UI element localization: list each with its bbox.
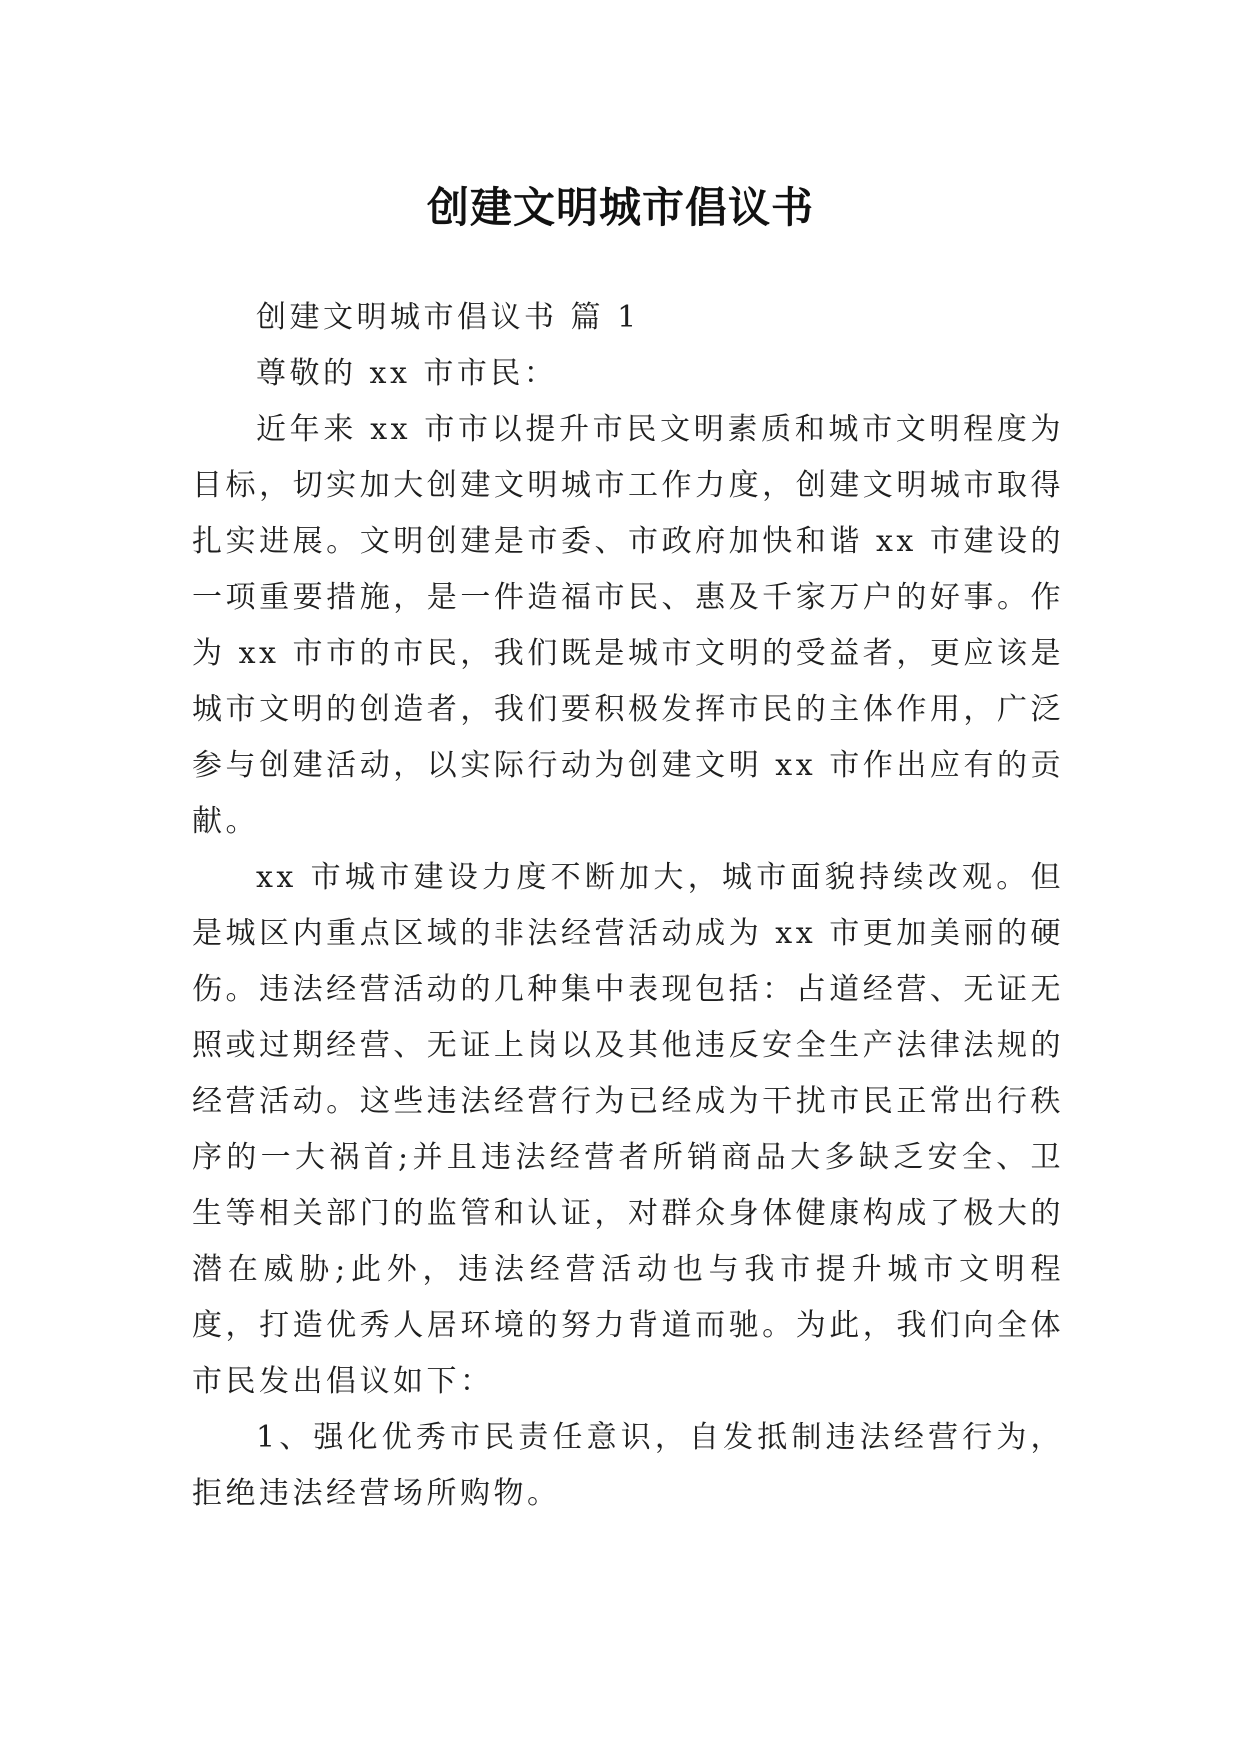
document-title: 创建文明城市倡议书 <box>426 183 814 233</box>
paragraph-problem: xx 市城市建设力度不断加大，城市面貌持续改观。但是城区内重点区域的非法经营活动成为 xx 市更加美丽的硬伤。违法经营活动的几种集中表现包括：占道经营、无证无照或过期经营、无证上岗以及其他违反安全生产法律法规的经营活动。这些违法经营行为已经成为干扰市民正常出行秩序的一大祸首;并且违法经营者所销商品大多缺乏安全、卫生等相关部门的监管和认证，对群众身体健康构成了极大的潜在威胁;此外，违法经营活动也与我市提升城市文明程度，打造优秀人居环境的努力背道而驰。为此，我们向全体市民发出倡议如下： <box>192 860 1064 1399</box>
paragraph-proposal-1: 1、强化优秀市民责任意识，自发抵制违法经营行为，拒绝违法经营场所购物。 <box>192 1420 1064 1511</box>
paragraph-intro: 近年来 xx 市市以提升市民文明素质和城市文明程度为目标，切实加大创建文明城市工作力度，创建文明城市取得扎实进展。文明创建是市委、市政府加快和谐 xx 市建设的一项重要措施，是一件造福市民、惠及千家万户的好事。作为 xx 市市的市民，我们既是城市文明的受益者，更应该是城市文明的创造者，我们要积极发挥市民的主体作用，广泛参与创建活动，以实际行动为创建文明 xx 市作出应有的贡献。 <box>192 412 1064 839</box>
section-heading: 创建文明城市倡议书 篇 1 <box>256 300 640 335</box>
document-body <box>192 290 1064 1522</box>
salutation: 尊敬的 xx 市市民： <box>256 356 558 391</box>
